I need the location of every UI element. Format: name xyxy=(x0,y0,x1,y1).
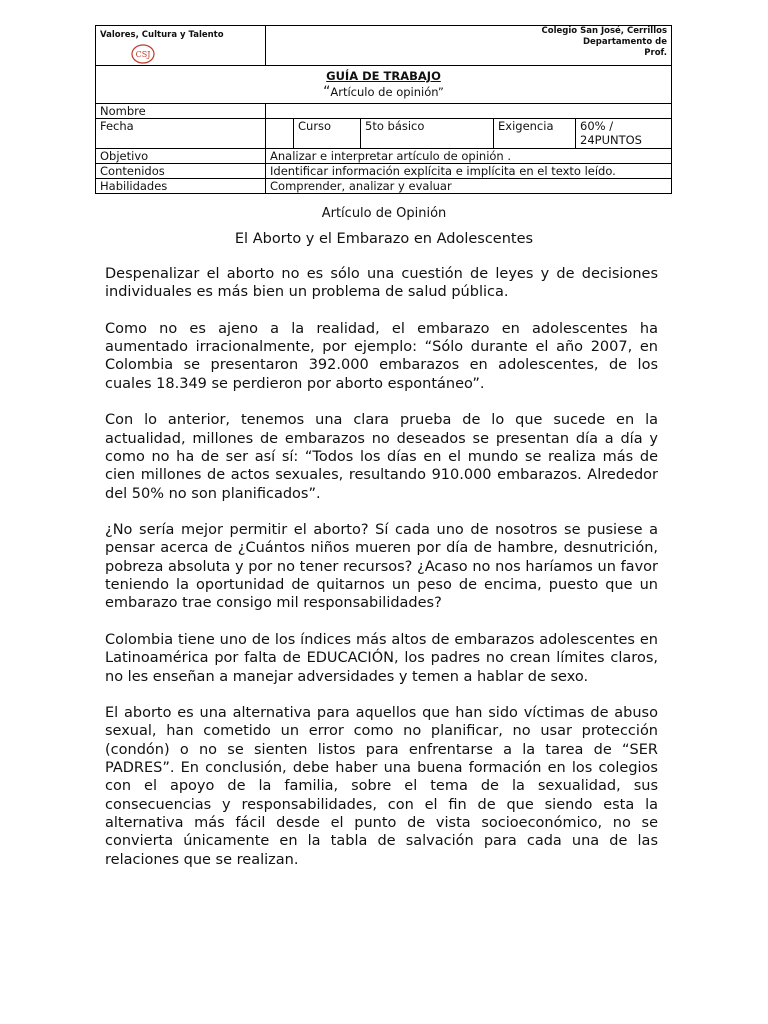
article-paragraph: Despenalizar el aborto no es sólo una cuestión de leyes y de decisiones individuales es más bien un problema de salud pública. xyxy=(105,266,658,301)
guide-subtitle-row: “Artículo de opinión” xyxy=(323,84,444,100)
contents-value: Identificar información explícita e implícita en el texto leído. xyxy=(266,164,672,179)
course-value: 5to básico xyxy=(361,119,494,149)
school-cell xyxy=(266,26,672,66)
objective-value: Analizar e interpretar artículo de opinión . xyxy=(266,149,672,164)
skills-value: Comprender, analizar y evaluar xyxy=(266,179,672,194)
article-label: Artículo de Opinión xyxy=(321,206,447,221)
article-paragraph: El aborto es una alternativa para aquellos que han sido víctimas de abuso sexual, han cometido un error como no planificar, no usar protección (condón) o no se sienten listos para enfrentarse a la tarea de “SER PADRES”. En conclusión, debe haber una buena formación en los colegios con el apoyo de la familia, sobre el tema de la sexualidad, sus consecuencias y responsabilidades, con el fin de que siendo esta la alternativa más fácil desde el punto de vista socioeconómico, no se convierta únicamente en la tabla de salvación para cada una de las relaciones que se realizan. xyxy=(105,705,658,868)
program-name: Valores, Cultura y Talento xyxy=(100,30,224,40)
header-table xyxy=(95,25,672,194)
article-title: El Aborto y el Embarazo en Adolescentes xyxy=(234,231,534,247)
article-paragraph: Colombia tiene uno de los índices más altos de embarazos adolescentes en Latinoamérica por falta de EDUCACIÓN, los padres no crean límites claros, no les enseñan a manejar adversidades y temen a hablar de sexo. xyxy=(105,631,658,685)
course-label: Curso xyxy=(294,119,361,149)
school-name: Colegio San José, Cerrillos xyxy=(541,26,668,36)
article-paragraph: Como no es ajeno a la realidad, el embarazo en adolescentes ha aumentado irracionalmente, por ejemplo: “Sólo durante el año 2007, en Colombia se presentaron 392.000 embarazos en adolescentes, de los cuales 18.349 se perdieron por aborto espontáneo”. xyxy=(105,320,658,392)
name-field[interactable] xyxy=(266,104,672,119)
requirement-label: Exigencia xyxy=(494,119,576,149)
guide-title-cell xyxy=(96,66,672,104)
date-field[interactable] xyxy=(266,119,294,149)
requirement-cell xyxy=(576,119,672,149)
article-paragraph: Con lo anterior, tenemos una clara prueba de lo que sucede en la actualidad, millones de embarazos no deseados se presentan día a día y como no ha de ser así sí: “Todos los días en el mundo se realiza más de cien millones de actos sexuales, resultando 910.000 embarazos. Alrededor del 50% no son planificados”. xyxy=(105,412,658,502)
date-label: Fecha xyxy=(96,119,266,149)
objective-label: Objetivo xyxy=(96,149,266,164)
guide-title: GUÍA DE TRABAJO xyxy=(326,69,441,83)
school-logo-icon xyxy=(130,43,156,65)
department-label: Departamento de xyxy=(582,37,668,47)
logo-text: CSJ xyxy=(135,50,151,59)
guide-subtitle: Artículo de opinión xyxy=(330,85,438,99)
skills-label: Habilidades xyxy=(96,179,266,194)
department-label-2: Prof. xyxy=(644,48,668,58)
program-cell xyxy=(96,26,266,66)
article-body xyxy=(105,265,658,887)
name-label: Nombre xyxy=(96,104,266,119)
contents-label: Contenidos xyxy=(96,164,266,179)
requirement-value-2: 24PUNTOS xyxy=(580,133,642,147)
requirement-value: 60% / xyxy=(580,119,614,133)
article-paragraph: ¿No sería mejor permitir el aborto? Sí cada uno de nosotros se pusiese a pensar acerca de ¿Cuántos niños mueren por día de hambre, desnutrición, pobreza absoluta y por no tener recursos? ¿Acaso no nos haríamos un favor teniendo la oportunidad de quitarnos un peso de encima, puesto que un embarazo trae consigo mil responsabilidades? xyxy=(105,522,658,612)
